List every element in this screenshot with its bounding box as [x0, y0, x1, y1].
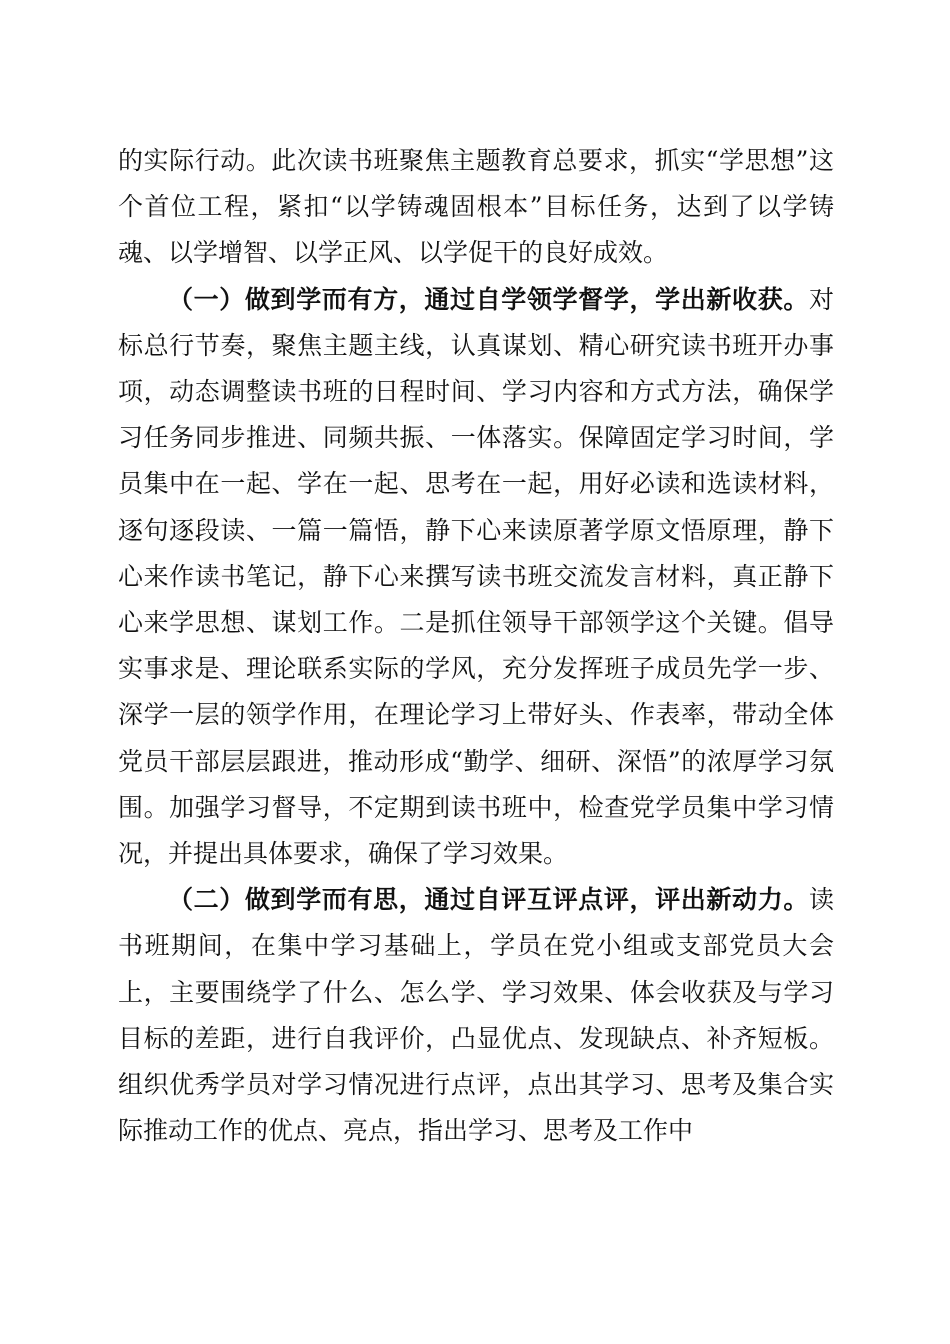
- paragraph-text: 对标总行节奏，聚焦主题主线，认真谋划、精心研究读书班开办事项，动态调整读书班的日程时间、学习内容和方式方法，确保学习任务同步推进、同频共振、一体落实。保障固定学习时间，学员集中在一起、学在一起、思考在一起，用好必读和选读材料，逐句逐段读、一篇一篇悟，静下心来读原著学原文悟原理，静下心来作读书笔记，静下心来撰写读书班交流发言材料，真正静下心来学思想、谋划工作。二是抓住领导干部领学这个关键。倡导实事求是、理论联系实际的学风，充分发挥班子成员先学一步、深学一层的领学作用，在理论学习上带好头、作表率，带动全体党员干部层层跟进，推动形成“勤学、细研、深悟”的浓厚学习氛围。加强学习督导，不定期到读书班中，检查党学员集中学习情况，并提出具体要求，确保了学习效果。: [118, 284, 834, 869]
- paragraph-section-two: [118, 877, 834, 1154]
- paragraph-text: 读书班期间，在集中学习基础上，学员在党小组或支部党员大会上，主要围绕学了什么、怎么学、学习效果、体会收获及与学习目标的差距，进行自我评价，凸显优点、发现缺点、补齐短板。组织优秀学员对学习情况进行点评，点出其学习、思考及集合实际推动工作的优点、亮点，指出学习、思考及工作中: [118, 885, 834, 1146]
- paragraph-section-one: [118, 277, 834, 878]
- section-heading: （二）做到学而有思，通过自评互评点评，评出新动力。: [168, 885, 809, 915]
- paragraph-intro-continuation: [118, 138, 834, 277]
- document-page: [118, 138, 834, 1154]
- paragraph-text: 的实际行动。此次读书班聚焦主题教育总要求，抓实“学思想”这个首位工程，紧扣“以学铸魂固根本”目标任务，达到了以学铸魂、以学增智、以学正风、以学促干的良好成效。: [118, 146, 834, 268]
- section-heading: （一）做到学而有方，通过自学领学督学，学出新收获。: [168, 284, 809, 314]
